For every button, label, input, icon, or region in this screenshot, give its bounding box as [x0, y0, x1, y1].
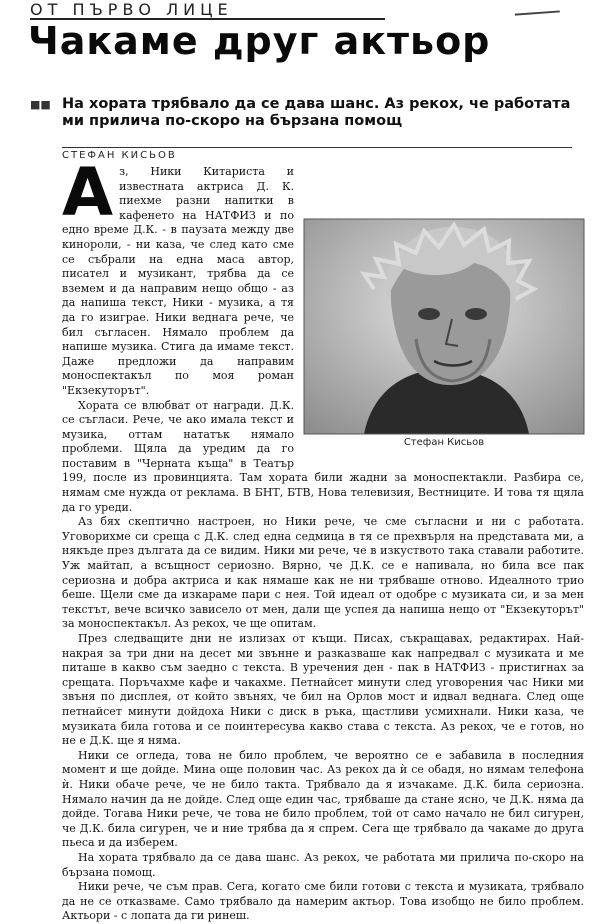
- article-paragraph: Ники се огледа, това не било проблем, че вероятно се е забавила в последния момент и ще дойде. Мина още половин час. Аз рекох да ѝ се обадя, но нямам телефона ѝ. Ники обаче рече, че не било такта. Трябвало да я изчакаме. Д.К. била сериозна. Нямало начин да не дойде. След още един час, трябваше да стане ясно, че Д.К. няма да дойде. Тогава Ники рече, че това не било проблем, той от само начало не бил сигурен, че Д.К. била сигурен, че и ние трябва да я спрем. Сега ще трябвало да чакаме до друга пьеса и да изберем.: [62, 748, 584, 850]
- page-edge-mark: [515, 10, 560, 21]
- article-paragraph: Хората се влюбват от награди. Д.К. се съгласи. Рече, че ако имала текст и музика, оттам нататък нямало проблеми. Щяла да уредим да го поставим в "Черната къща" в Театър 199, после из провинцията. Там хората били жадни за моноспектакли. Разбира се, нямам сме нужда от реклама. В БНТ, БТВ, Нова телевизия, Вестниците. И това тя щяла да го уреди.: [62, 398, 584, 514]
- portrait-illustration: [304, 219, 584, 434]
- dropcap: А: [62, 154, 114, 231]
- article-paragraph: На хората трябвало да се дава шанс. Аз рекох, че работата ми прилича по-скоро на бързана помощ.: [62, 850, 584, 879]
- article-body: [62, 154, 584, 923]
- section-label: ОТ ПЪРВО ЛИЦЕ: [30, 0, 385, 20]
- article-paragraph: Аз бях скептично настроен, но Ники рече, че сме съгласни и ни с работата. Уговорихме си среща с Д.К. след една седмица в тя се прехвърля на представата ми, а някъде през дългата да се видим. Ники ми рече, че в изкуството така ставали работите. Уж майтап, а всъщност сериозно. Вярно, че Д.К. се е напивала, но била все пак сериозна и добра актриса и как нямаше как не ни трябваше отново. Идеалното трио беше. Щели сме да изкараме пари с нея. Той идеал от одобре с музиката си, и за мен текстът, вече всичко зависело от мен, дали ще успея да напиша нещо от "Екзекуторът" за моноспектакъл. Аз рекох, че ще опитам.: [62, 515, 584, 631]
- lead-paragraph: На хората трябвало да се дава шанс. Аз рекох, че работата ми прилича по-скоро на бързана помощ: [62, 96, 571, 129]
- photo-block: [304, 219, 584, 454]
- lead-marker-icon: ■■: [30, 98, 51, 111]
- byline: СТЕФАН КИСЬОВ: [62, 147, 572, 164]
- article-paragraph: През следващите дни не излизах от къщи. Писах, съкращавах, редактирах. Най-накрая за три дни на десет ми звънне и разказваше как напредвал с музиката и ме питаше в какво съм заедно с текста. В уречения ден - пак в НАТФИЗ - пристигнах за срещата. Поръчахме кафе и чакахме. Петнайсет минути след уговорения час Ники ми звъня по дисплея, от който звънях, че бил на Орлов мост и идвал веднага. След още петнайсет минути дойдоха Ники с диск в ръка, щастливи усмихнали. Ники каза, че музиката била готова и се поинтересува какво става с текста. Аз рекох, че е готов, но не е Д.К. ще я няма.: [62, 632, 584, 748]
- article-paragraph: Ники рече, че съм прав. Сега, когато сме били готови с текста и музиката, трябвало да не се отказваме. Само трябвало да намерим актьор. Това изобщо не било проблем. Актьори - с лопата да ги ринеш.: [62, 880, 584, 923]
- author-photo: [304, 219, 584, 434]
- photo-caption: Стефан Кисьов: [403, 437, 485, 448]
- headline: Чакаме друг актьор: [28, 19, 491, 63]
- article-paragraph: з, Ники Китариста и известната актриса Д. К. пиехме разни напитки в кафенето на НАТФИЗ и по едно време Д.К. - в паузата между две кинороли, - ни каза, че след като сме се събрали на една маса автор, писател и музикант, трябва да се вземем и да направим нещо общо - аз да напиша текст, Ники - музика, а тя да го изиграе. Ники веднага рече, че бил съгласен. Нямало проблем да напише музика. Стига да имаме текст. Даже предложи да направим моноспектакъл по моя роман "Екзекуторът".: [62, 165, 294, 397]
